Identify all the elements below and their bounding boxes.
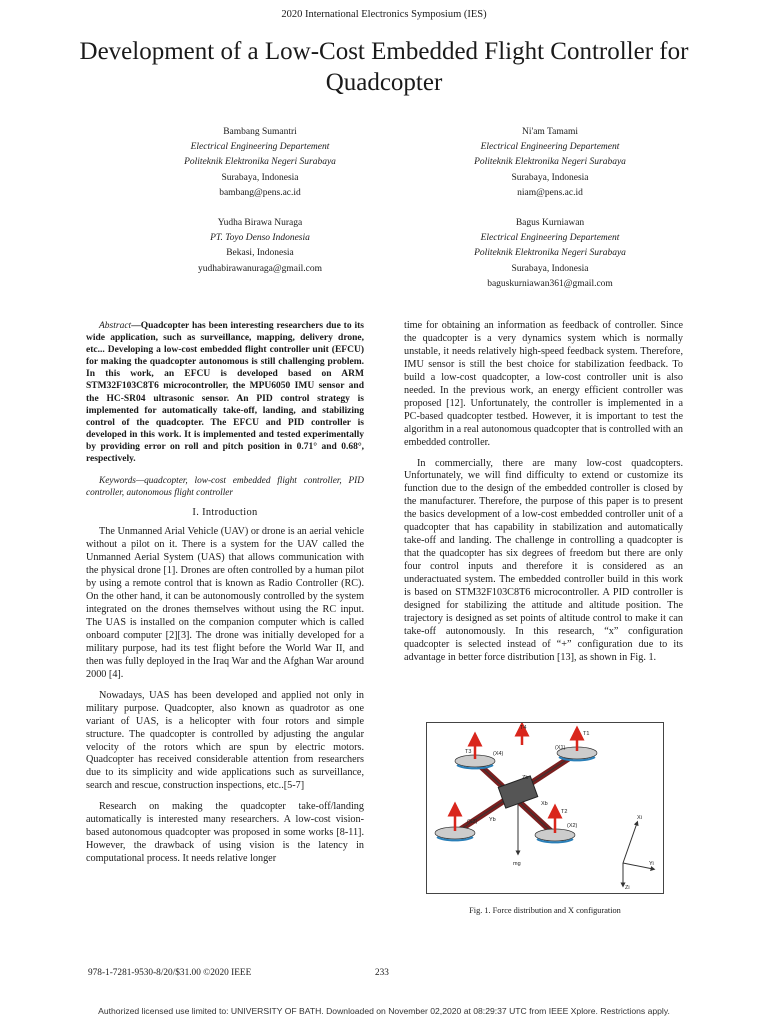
author-email[interactable]: bambang@pens.ac.id [219,187,301,198]
author-email[interactable]: niam@pens.ac.id [517,187,583,198]
paragraph: time for obtaining an information as feedback of controller. Since the quadcopter is a very dynamics system which is normally unstable, it needs relatively high-speed feedback system. Therefore, IMU sensor is still the best choice for stabilization feedback. To build a low-cost quadcopter, a low-cost controller unit is also needed. In the previous work, an energy efficient controller was proposed [12]. Unfortunately, the controller is implemented in a PC-based quadcopter testbed. However, it is important to test the algorithm in a real autonomous quadcopter that is controlled with an embedded controller. [404,320,683,448]
quadcopter-diagram [427,723,663,893]
author-org: Politeknik Elektronika Negeri Surabaya [474,157,626,168]
label-t4: T4 [520,725,527,731]
page-number: 233 [375,968,389,978]
author-org: Politeknik Elektronika Negeri Surabaya [474,248,626,259]
label-xi: Xi [637,815,642,821]
abstract-text: —Quadcopter has been interesting researchers due to its wide application, such as surveillance, mapping, delivery drone, etc... Developing a low-cost embedded flight controller unit (EFCU) for making the quadcopter autonomous is still challenging problem. In this work, an EFCU is developed based on ARM STM32F103C8T6 microcontroller, the MPU6050 IMU sensor and the HC-SR04 ultrasonic sensor. An PID control strategy is implemented for automatically take-off, landing, and stabilizing control of the quadcopter. The EFCU and PID controller is developed in this work. It is implemented and tested experimentally by providing error on roll and pitch position in 0.71° and 0.68°, respectively. [86,321,364,465]
author-city: Surabaya, Indonesia [511,263,589,274]
author-city: Bekasi, Indonesia [226,248,294,259]
label-t3: T3 [465,749,472,755]
license-notice: Authorized licensed use limited to: UNIVERSITY OF BATH. Downloaded on November 02,2020 at 08:29:37 UTC from IEEE Xplore. Restrictions apply. [98,1006,670,1016]
left-column [86,320,364,874]
isbn-footer: 978-1-7281-9530-8/20/$31.00 ©2020 IEEE [88,968,252,978]
author-org: Politeknik Elektronika Negeri Surabaya [184,157,336,168]
author-dept: Electrical Engineering Departement [480,142,620,153]
author-dept: PT. Toyo Denso Indonesia [210,233,310,244]
paper-title: Development of a Low-Cost Embedded Flight Controller for Quadcopter [79,38,689,96]
paragraph: Research on making the quadcopter take-off/landing automatically is interested many researchers. A low-cost vision-based autonomous quadcopter was proposed in some works [8-11]. However, the drawback of using vision is the latency in computational process. It needs relative longer [86,801,364,865]
paragraph: The Unmanned Arial Vehicle (UAV) or drone is an aerial vehicle without a pilot on it. There is a system for the UAV called the Unmanned Aerial System (UAS) that allows communication with the physical drone [1]. Drones are often controlled by a human pilot by using a remote control that is known as Radio Controller (RC). On the other hand, it can be autonomously controlled by the system integrated on the drones themselves without using the RC input. The UAS is installed on the companion computer which is called onboard computer [2][3]. The drone was initially developed for a military purpose, had its test flight before the World War II, and then was fully deployed in the Iraq War and the Afghan War around 2000 [4]. [86,526,364,680]
author-block-2 [420,125,680,201]
section-heading: I. Introduction [192,507,258,519]
author-block-3 [130,216,390,277]
label-yi: Yi [649,861,654,867]
figure-1 [426,722,664,894]
label-x4: (X4) [493,751,504,757]
author-name: Bambang Sumantri [223,127,297,137]
right-column [404,320,683,673]
author-email[interactable]: yudhabirawanuraga@gmail.com [197,263,323,274]
author-block-1 [130,125,390,201]
label-zi: Zi [625,885,630,891]
author-dept: Electrical Engineering Departement [480,233,620,244]
abstract-label: Abstract [99,321,132,331]
author-city: Surabaya, Indonesia [221,172,299,183]
label-yb: Yb [489,817,496,823]
label-xb: Xb [541,801,548,807]
label-t2: T2 [561,809,568,815]
inertial-axes [623,823,653,885]
abstract [86,320,364,465]
paragraph: Nowadays, UAS has been developed and applied not only in military purpose. Quadcopter, also known as quadrotor as one variant of UAS, is a helicopter with four rotors and simple structure. The quadcopter is controlled by adjusting the angular velocity of the rotors which are spun by electric motors. Quadcopter has received considerable attention from researchers due to its simplicity and wide applications such as surveillance, search and rescue, construction inspections, etc..[5-7] [86,689,364,792]
conference-header: 2020 International Electronics Symposium (IES) [281,9,487,20]
label-t1: T1 [583,731,590,737]
label-mg: mg [513,861,521,867]
author-name: Ni'am Tamami [521,127,578,137]
figure-caption: Fig. 1. Force distribution and X configuration [469,906,621,915]
author-email[interactable]: baguskurniawan361@gmail.com [487,278,613,289]
label-x3: (X3) [467,819,478,825]
label-x2: (X2) [567,823,578,829]
author-city: Surabaya, Indonesia [511,172,589,183]
keywords: Keywords—quadcopter, low-cost embedded flight controller, PID controller, autonomous flight controller [86,476,364,499]
author-dept: Electrical Engineering Departement [190,142,330,153]
author-name: Bagus Kurniawan [515,218,585,228]
label-zb: Zb [522,775,529,781]
paragraph: In commercially, there are many low-cost quadcopters. Unfortunately, we will find difficulty to extend or customize its function due to the design of the embedded controller is closed by the manufacturer. Therefore, the purpose of this paper is to present the basics development of a low-cost embedded controller unit of a quadcopter that has capability in stabilization and automatically take-off and landing. The challenge in controlling a quadcopter is that the quadcopter has six degrees of freedom but there are only four control inputs and therefore it is considered as an underactuated system. The embedded controller build in this work is based on STM32F103C8T6 microcontroller. A PID controller is designed for stabilizing the attitude and altitude position. The trajectory is designed as set points of altitude control to make it can take-off autonomously. In this research, “x” configuration quadcopter is selected instead of “+” configuration due to its advantage in better force distribution [13], as shown in Fig. 1. [404,457,683,663]
author-name: Yudha Birawa Nuraga [217,218,303,228]
label-x1: (X1) [555,745,566,751]
author-block-4 [420,216,680,292]
